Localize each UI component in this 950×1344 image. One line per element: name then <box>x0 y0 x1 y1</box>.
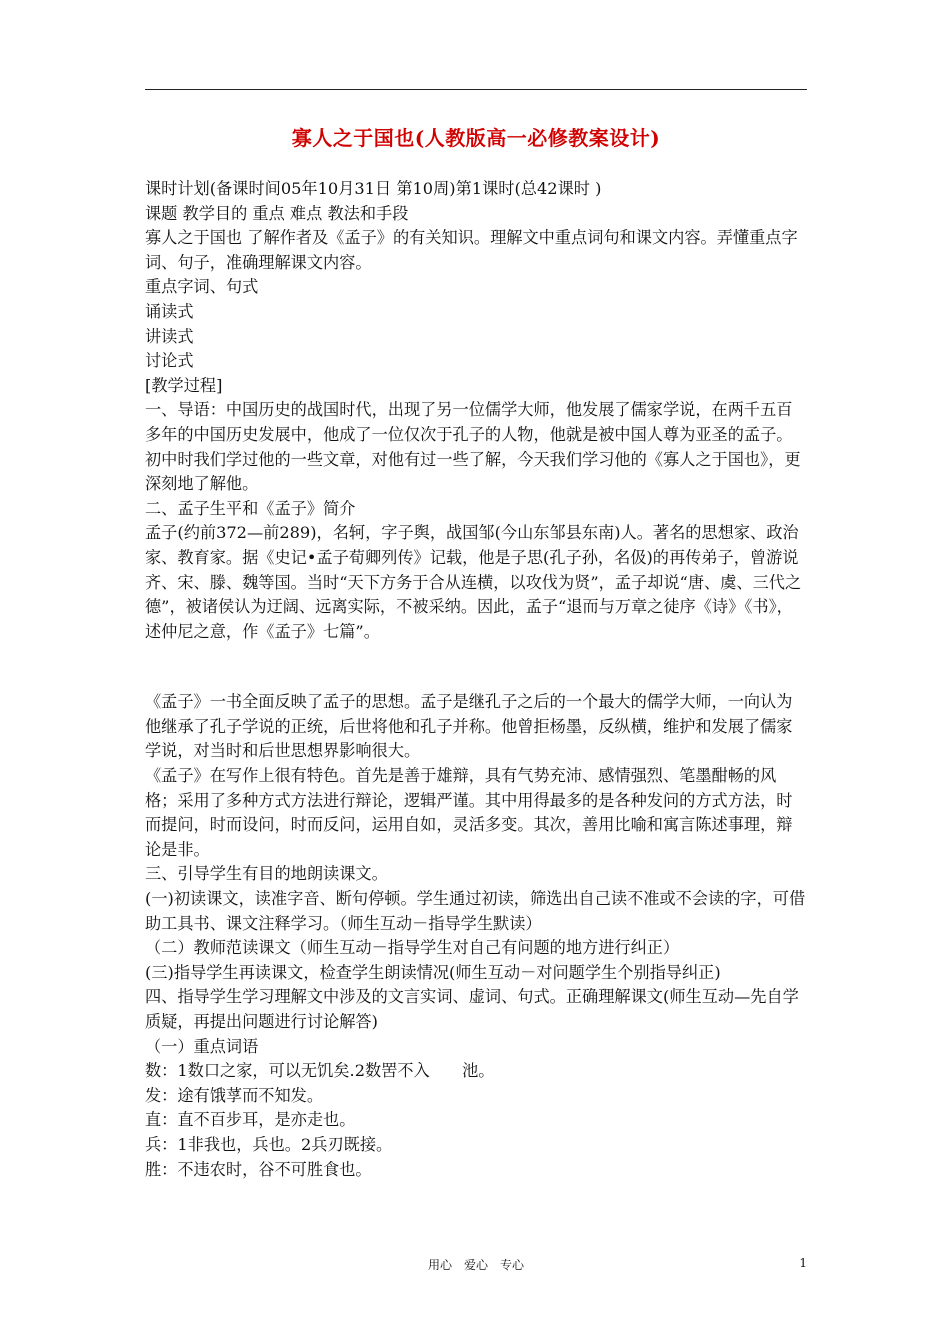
paragraph: 《孟子》一书全面反映了孟子的思想。孟子是继孔子之后的一个最大的儒学大师，一向认为他继承了孔子学说的正统，后世将他和孔子并称。他曾拒杨墨，反纵横，维护和发展了儒家学说，对当时和后世思想界影响很大。 <box>145 692 793 761</box>
paragraph: （一）重点词语 <box>145 1036 259 1056</box>
paragraph: 发：途有饿莩而不知发。 <box>145 1085 324 1105</box>
paragraph-gap <box>145 644 807 690</box>
paragraph: 重点字词、句式 <box>145 277 259 297</box>
document-title: 寡人之于国也(人教版高一必修教案设计) <box>291 126 661 150</box>
page-number: 1 <box>799 1256 807 1270</box>
paragraph: 寡人之于国也 了解作者及《孟子》的有关知识。理解文中重点词句和课文内容。弄懂重点字词、句子，准确理解课文内容。 <box>145 228 798 272</box>
paragraph: 讲读式 <box>145 326 194 346</box>
paragraph: [教学过程] <box>145 375 223 395</box>
page-footer <box>145 1256 807 1276</box>
paragraph: (三)指导学生再读课文，检查学生朗读情况(师生互动－对问题学生个别指导纠正) <box>145 962 721 982</box>
footer-motto: 用心 爱心 专心 <box>427 1258 524 1272</box>
paragraph: 课时计划(备课时间05年10月31日 第10周)第1课时(总42课时 ) <box>145 179 602 198</box>
paragraph: 二、孟子生平和《孟子》简介 <box>145 498 356 518</box>
paragraph: 《孟子》在写作上很有特色。首先是善于雄辩，具有气势充沛、感情强烈、笔墨酣畅的风格；采用了多种方式方法进行辩论，逻辑严谨。其中用得最多的是各种发问的方式方法，时而提问，时而设问，时而反问，运用自如，灵活多变。其次，善用比喻和寓言陈述事理，辩论是非。 <box>145 766 793 859</box>
paragraph: 孟子(约前372—前289)，名轲，字子舆，战国邹(今山东邹县东南)人。著名的思想家、政治家、教育家。据《史记•孟子荀卿列传》记载，他是子思(孔子孙，名伋)的再传弟子，曾游说齐、宋、滕、魏等国。当时“天下方务于合从连横，以攻伐为贤”，孟子却说“唐、虞、三代之德”，被诸侯认为迂阔、远离实际，不被采纳。因此，孟子“退而与万章之徒序《诗》《书》，述仲尼之意，作《孟子》七篇”。 <box>145 523 802 641</box>
paragraph: 诵读式 <box>145 301 194 321</box>
paragraph: （二）教师范读课文（师生互动－指导学生对自己有问题的地方进行纠正） <box>145 938 680 958</box>
paragraph: (一)初读课文，读准字音、断句停顿。学生通过初读，筛选出自己读不准或不会读的字，可借助工具书、课文注释学习。（师生互动－指导学生默读） <box>145 889 806 933</box>
paragraph: 一、导语：中国历史的战国时代，出现了另一位儒学大师，他发展了儒家学说，在两千五百多年的中国历史发展中，他成了一位仅次于孔子的人物，他就是被中国人尊为亚圣的孟子。初中时我们学过他的一些文章，对他有过一些了解，今天我们学习他的《寡人之于国也》，更深刻地了解他。 <box>145 400 801 494</box>
paragraph: 四、指导学生学习理解文中涉及的文言实词、虚词、句式。正确理解课文(师生互动—先自学质疑，再提出问题进行讨论解答) <box>145 987 799 1031</box>
paragraph: 直：直不百步耳，是亦走也。 <box>145 1110 356 1130</box>
paragraph: 课题 教学目的 重点 难点 教法和手段 <box>145 203 409 223</box>
paragraph: 讨论式 <box>145 351 194 371</box>
paragraph: 胜：不违农时，谷不可胜食也。 <box>145 1159 372 1179</box>
paragraph: 兵：1非我也，兵也。2兵刃既接。 <box>145 1134 393 1154</box>
document-body <box>145 177 807 1182</box>
paragraph: 数：1数口之家，可以无饥矣.2数罟不入 池。 <box>145 1061 495 1081</box>
header-rule <box>145 89 807 90</box>
paragraph: 三、引导学生有目的地朗读课文。 <box>145 864 388 884</box>
